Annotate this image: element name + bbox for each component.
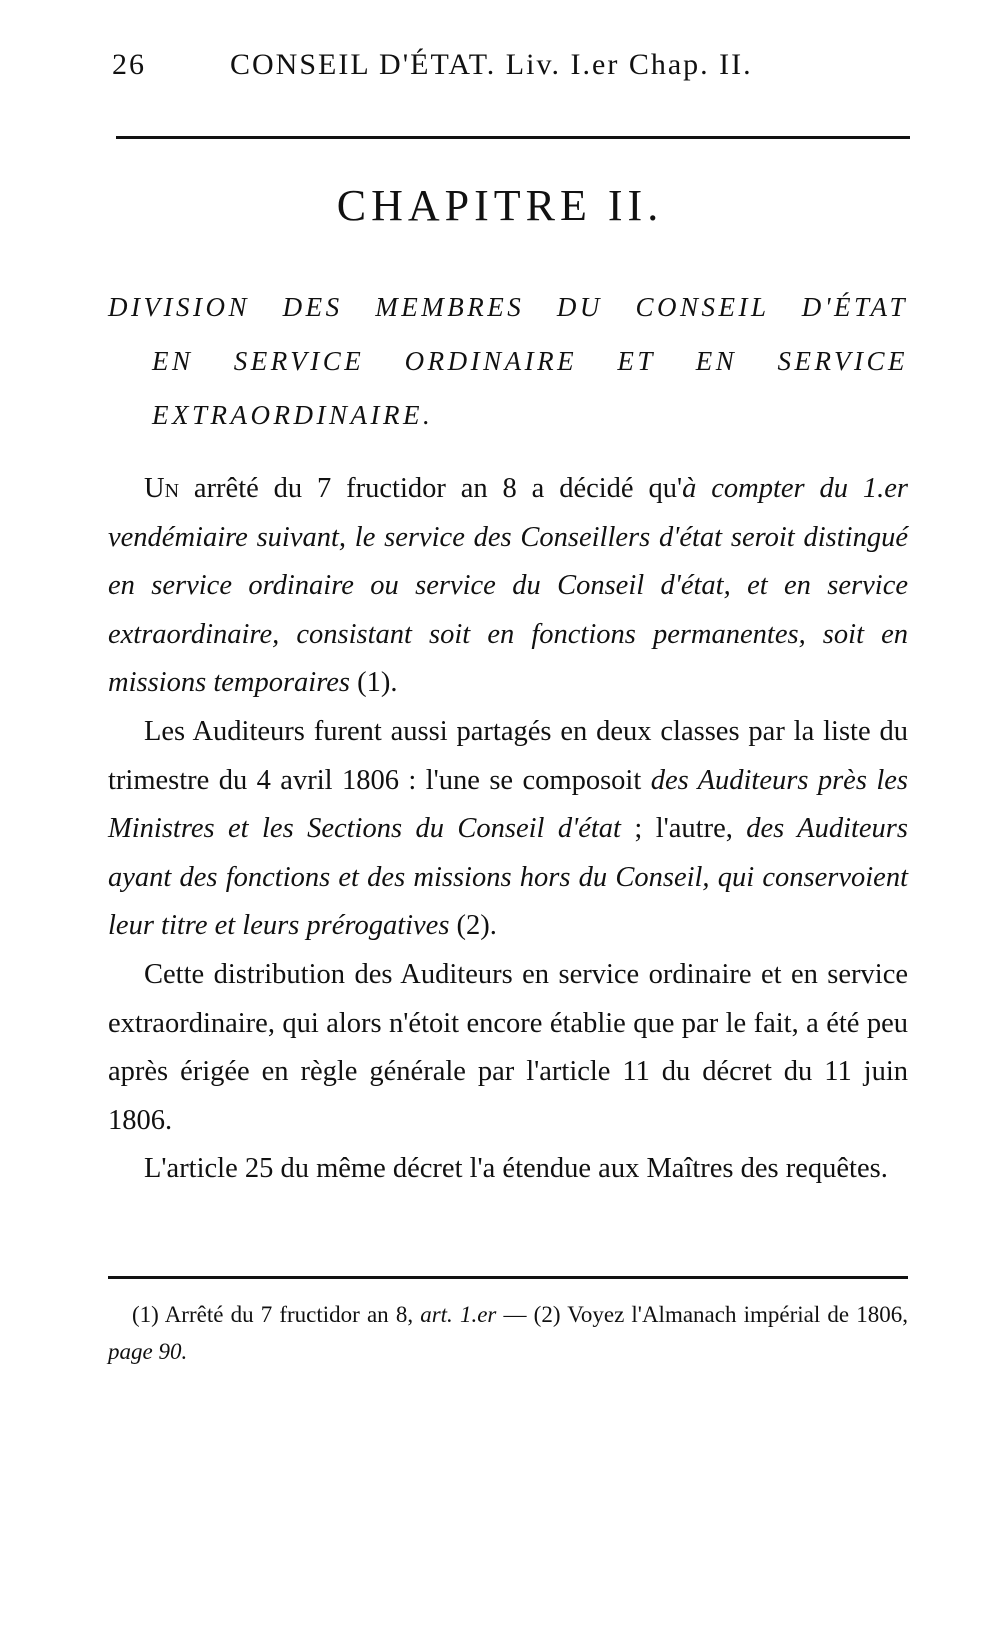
footnote-rule xyxy=(108,1276,908,1279)
footnote-text xyxy=(108,1296,908,1370)
text-run: (2). xyxy=(449,910,497,942)
paragraph xyxy=(108,465,908,708)
paragraph xyxy=(108,1145,908,1194)
body-text xyxy=(108,465,908,1194)
text-run: des Auditeurs ayant des fonctions et des missions hors du Conseil, qui conservoient leur titre et leurs prérogatives xyxy=(108,813,908,942)
text-run: ; l'autre, xyxy=(620,813,747,845)
text-run: art. 1.er xyxy=(420,1302,497,1327)
chapter-subtitle xyxy=(108,280,908,442)
running-head-title: CONSEIL D'ÉTAT. Liv. I.er Chap. II. xyxy=(230,48,753,81)
running-head xyxy=(112,48,912,88)
text-run: (1) Arrêté du 7 fructidor an 8, xyxy=(132,1302,421,1327)
page-number: 26 xyxy=(112,48,146,81)
text-run: arrêté du 7 fructidor an 8 a décidé qu' xyxy=(179,473,683,504)
subtitle-line: DIVISION DES MEMBRES DU CONSEIL D'ÉTAT xyxy=(108,292,908,322)
paragraph xyxy=(108,951,908,1145)
header-rule xyxy=(116,136,910,139)
text-run: page 90. xyxy=(108,1339,188,1364)
text-run: Les Auditeurs furent aussi partagés en deux classes par la liste du trimestre du 4 avril 1806 : l'une se composoit xyxy=(108,715,908,796)
subtitle-line: EXTRAORDINAIRE. xyxy=(152,400,434,430)
subtitle-line: EN SERVICE ORDINAIRE ET EN SERVICE xyxy=(152,346,908,376)
text-run: Cette distribution des Auditeurs en service ordinaire et en service extraordinaire, qui alors n'étoit encore établie que par le fait, a été peu après érigée en règle générale par l'article 11 du décret du 11 juin 1806. xyxy=(108,958,908,1136)
chapter-title: CHAPITRE II. xyxy=(336,181,664,230)
text-run: à compter du 1.er vendémiaire suivant, le service des Conseillers d'état seroit distingué en service ordinaire ou service du Conseil d'état, et en service extraordinaire, consistant soit en fonctions permanentes, soit en missions temporaires xyxy=(108,473,908,699)
text-run: (1). xyxy=(350,667,398,699)
text-run: Un xyxy=(144,473,180,504)
text-run: — (2) Voyez l'Almanach impérial de 1806, xyxy=(496,1302,908,1327)
text-run: des Auditeurs près les Ministres et les Sections du Conseil d'état xyxy=(108,764,908,845)
paragraph xyxy=(108,708,908,951)
footnotes xyxy=(108,1296,908,1370)
text-run: L'article 25 du même décret l'a étendue aux Maîtres des requêtes. xyxy=(144,1153,888,1185)
